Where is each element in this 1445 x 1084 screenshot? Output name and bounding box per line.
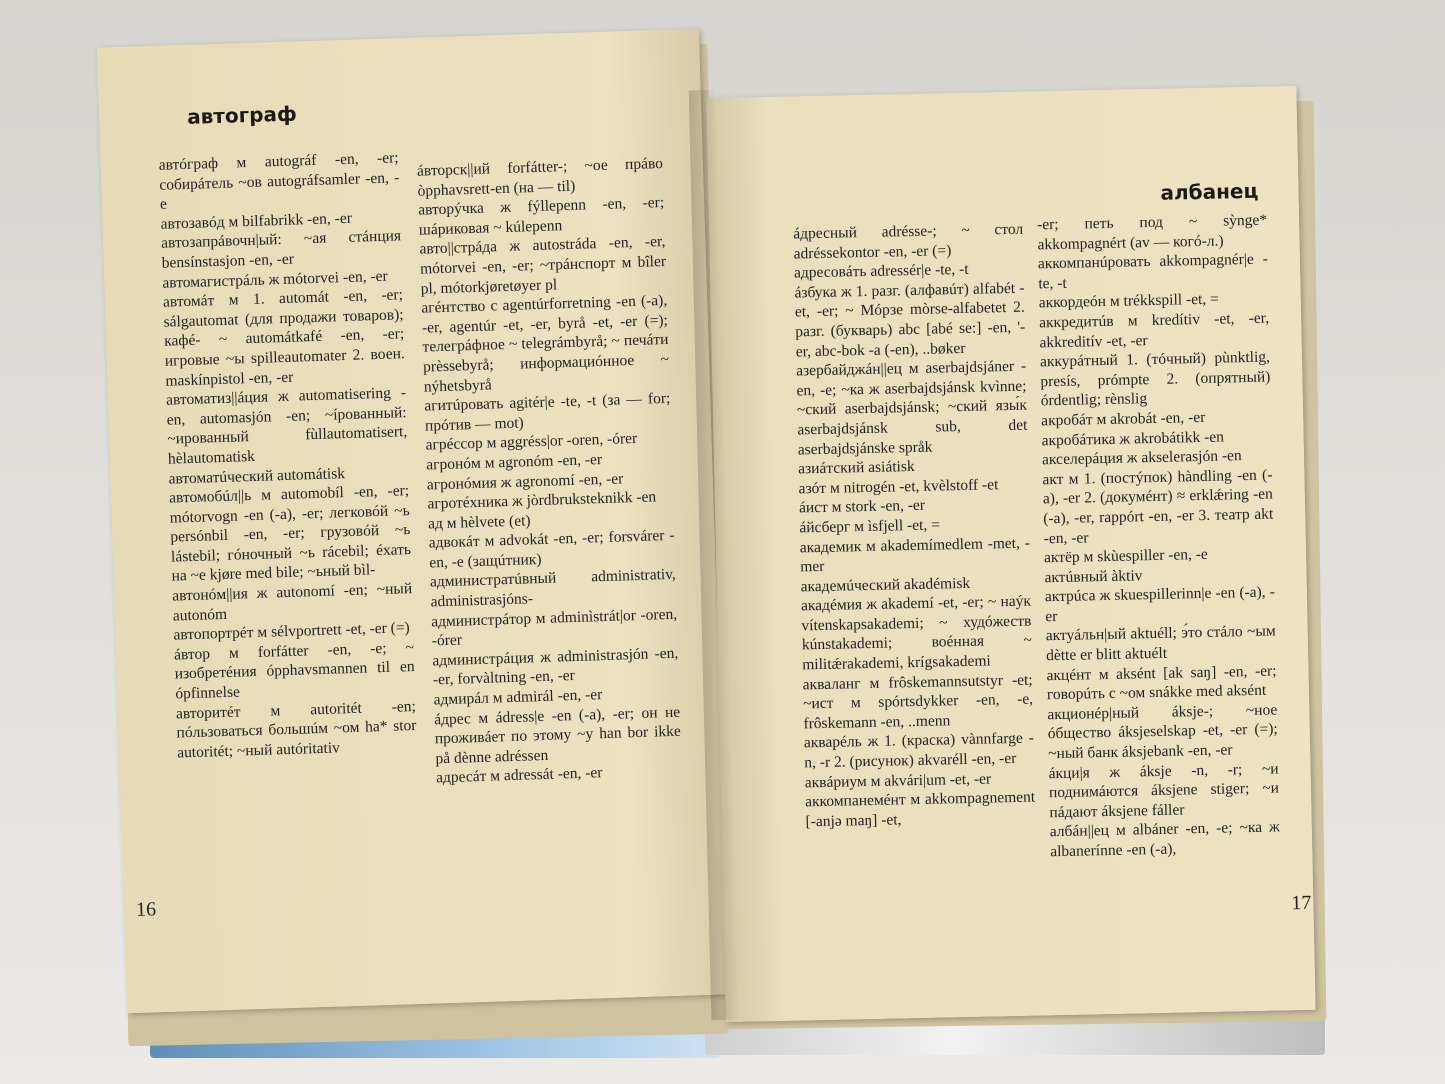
dictionary-entry: акадéмия ж akademí -et, -er; ~ наýк vítenskapsakademi; ~ худóжеств kúnstakademi; воéнная ~ militǽrakademi, krígsakademi [800,592,1032,674]
dictionary-entry: агротéхника ж jòrdbruksteknikk -en [427,488,657,513]
dictionary-entry: акваланг м frôskemannsutstyr -et; ~ист м spórtsdykker -en, -e, frôskemann -en, ..menn [802,671,1034,733]
dictionary-entry: автоматиз||áция ж automatisering -en, automasjón -en; ~íрованный: ~ированный fùllautomatisert, hèlautomatisk [165,384,408,468]
right-page-column-1 [793,220,1036,832]
dictionary-entry: адресáт м adressát -en, -er [435,764,603,787]
dictionary-entry: адресовáть adressér|e -te, -t [793,261,969,282]
dictionary-entry: азóт м nitrogén -et, kvèlstoff -et [798,475,999,498]
dictionary-entry: авторýчка ж fýllepenn -en, -er; шáриковая ~ kúlepenn [417,194,665,239]
left-page [97,29,729,1013]
dictionary-entry: автозавóд м bilfabrikk -en, -er [160,209,353,233]
dictionary-entry: áвторск||ий forfátter-; ~ое прáво òpphavsrett-en (на — til) [416,154,664,200]
dictionary-entry: агéнтство с agentúrforretning -en (-a), -er, agentúr -et, -er, byrå -et, -er (=); телегрáфное ~ telegrámbyrå; ~ печáти prèssebyrå; информациóнное ~ nýhetsbyrå [421,292,670,396]
left-page-header: автограф [186,101,298,129]
left-page-column-2 [417,154,683,788]
dictionary-entry: академик м akademímedlem -met, -mer [799,534,1030,576]
dictionary-entry: администрáтор м adminìstrát|or -oren, -órer [430,605,678,650]
dictionary-entry: ад м hèlvete (et) [427,512,531,533]
dictionary-entry: акционéр|ный áksje-; ~ное óбщество áksjeselskap -et, -er (=); ~ный банк áksjebank -en, -er [1047,701,1278,763]
dictionary-entry: акробáт м akrobát -en, -er [1041,408,1206,430]
dictionary-entry: администратúвный administrativ, administrasjóns- [429,566,677,611]
dictionary-entry: аккомпанúровать akkompagnér|e -te, -t [1037,250,1269,293]
dictionary-entry: аккомпанемéнт м akkompagnement [-anjə maŋ] -et, [804,788,1036,831]
dictionary-entry: аккредитúв м kredítiv -et, -er, akkreditív -et, -er [1038,309,1270,351]
dictionary-entry: áдрес м ádress|e -en (-a), -er; он не проживáет по этому ~у han bor ikke på dènne adréssen [433,703,682,768]
dictionary-entry: аквáриум м akvári|um -et, -er [804,770,992,791]
right-page-number: 17 [1291,891,1312,915]
dictionary-entry: автоматúческий automátisk [168,464,346,488]
dictionary-entry: акцéнт м aksént [ak saŋ] -en, -er; говорúть с ~ом snákke med aksént [1046,662,1277,704]
dictionary-entry: áйсберг м ìsfjell -et, = [799,516,941,537]
dictionary-entry: акробáтика ж akrobátikk -en [1041,428,1225,449]
dictionary-entry: актúвный àktiv [1044,566,1143,586]
dictionary-entry: азербайджáн||ец м aserbajdsjáner -en, -e; ~ка ж aserbajdsjánsk kvìnne; ~ский aserbajdsjánsk; ~ский язы́к aserbajdsjánsk sub, det aserbajdsjánske språk [795,357,1028,458]
dictionary-entry: áвтор м forfátter -en, -e; ~ изобретéния ópphavsmannen til en ópfinnelse [173,638,415,703]
dictionary-entry: авто||стрáда ж autostráda -en, -er, mótorvei -en, -er; ~трáнспорт м bîler pl, mótorkjøretøyer pl [419,233,667,298]
dictionary-entry: акт м 1. (постýпок) hàndling -en (-a), -er 2. (докумéнт) ≈ erklǽring -en (-a), -er, rappórt -en, -er 3. театр akt -en, -er [1042,466,1274,547]
dictionary-entry: áзбука ж 1. разг. (алфавúт) alfabét -et, -er; ~ Мóрзе mòrse-alfabetet 2. разг. (букварь) abc [abé se:] -en, '-er, abc-bok -a (-en), ..bøker [794,279,1026,361]
dictionary-entry: автомобúл||ь м automobíl -en, -er; mótorvogn -en (-a), -er; легковóй ~ь persónbil -en, -er; грузовóй ~ь lástebil; гóночный ~ь rácebil; éхать на ~е kjøre med bile; ~ьный bìl- [168,482,412,586]
dictionary-entry: автомáт м 1. automát -en, -er; sálgautomat (для продажи товаров); кафé- ~ automátkafé -en, -er; игровые ~ы spilleautomater 2. воен. maskínpistol -en, -er [162,286,406,390]
dictionary-entry: актуáльн|ый aktuéll; э́то стáло ~ым dètte er blitt aktuélt [1045,622,1276,665]
dictionary-entry: автонóм||ия ж autonomí -en; ~ный autonóm [171,580,413,625]
dictionary-entry: автóграф м autográf -en, -er; собирáтель ~ов autográfsamler -en, -e [158,149,400,213]
dictionary-entry: агронóм м agronóm -en, -er [425,450,603,474]
dictionary-entry: акселерáция ж akselerasjón -en [1041,447,1242,469]
dictionary-entry: администрáция ж administrasjón -en, -er, forvàltning -en, -er [432,644,679,689]
dictionary-entry: актёр м skùespiller -en, -e [1043,545,1209,567]
dictionary-entry: адмирáл м admirál -en, -er [433,686,603,709]
dictionary-entry: áкци|я ж áksje -n, -r; ~и поднимáются áksjene stiger; ~и пáдают áksjene fáller [1048,760,1280,822]
dictionary-entry: автопортрéт м sélvportrett -et, -er (=) [173,619,410,644]
dictionary-entry: -er; петь под ~ sỳnge* akkompagnért (av — когó-л.) [1036,211,1268,253]
dictionary-entry: агронóмия ж agronomí -en, -er [426,469,624,494]
dictionary-entry: академúческий akadémisk [800,574,971,596]
right-page [706,86,1315,1022]
right-page-column-2 [1037,211,1280,862]
dictionary-entry: акварéль ж 1. (краска) vànnfarge -n, -r 2. (рисунок) akvaréll -en, -er [803,730,1035,772]
dictionary-entry: адвокáт м advokát -en, -er; forsvárer -en, -e (защúтник) [428,527,675,572]
dictionary-entry: автомагистрáль ж mótorvei -en, -er [162,267,388,292]
dictionary-entry: агрéссор м aggréss|or -oren, -órer [425,430,638,454]
left-page-number: 16 [135,898,157,921]
right-page-header: албанец [1160,178,1259,205]
dictionary-entry: áист м stork -en, -er [798,497,926,517]
dictionary-entry: аккурáтный 1. (тóчный) pùnktlig, presís, prómpte 2. (опрятный) órdentlig; rènslig [1039,348,1271,410]
dictionary-entry: авторитéт м autoritét -en; пóльзоваться большúм ~ом ha* stor autoritét; ~ный autóritativ [175,697,417,762]
dictionary-entry: албáн||ец м albáner -en, -e; ~ка ж albanerínne -en (-a), [1049,818,1280,861]
dictionary-entry: аккордеóн м trékkspill -et, = [1038,290,1219,312]
dictionary-entry: актрúса ж skuespillerinn|e -en (-a), -er [1044,583,1276,626]
left-page-column-1 [158,148,417,763]
dictionary-entry: áдресный adrésse-; ~ стол adréssekontor -en, -er (=) [793,220,1024,263]
dictionary-entry: азиáтский asiátisk [797,458,915,478]
dictionary-entry: автозапрáвочн|ый: ~ая стáнция bensínstasjon -en, -er [160,227,402,272]
dictionary-entry: агитúровать agitér|e -te, -t (за — for; прóтив — mot) [424,389,671,435]
